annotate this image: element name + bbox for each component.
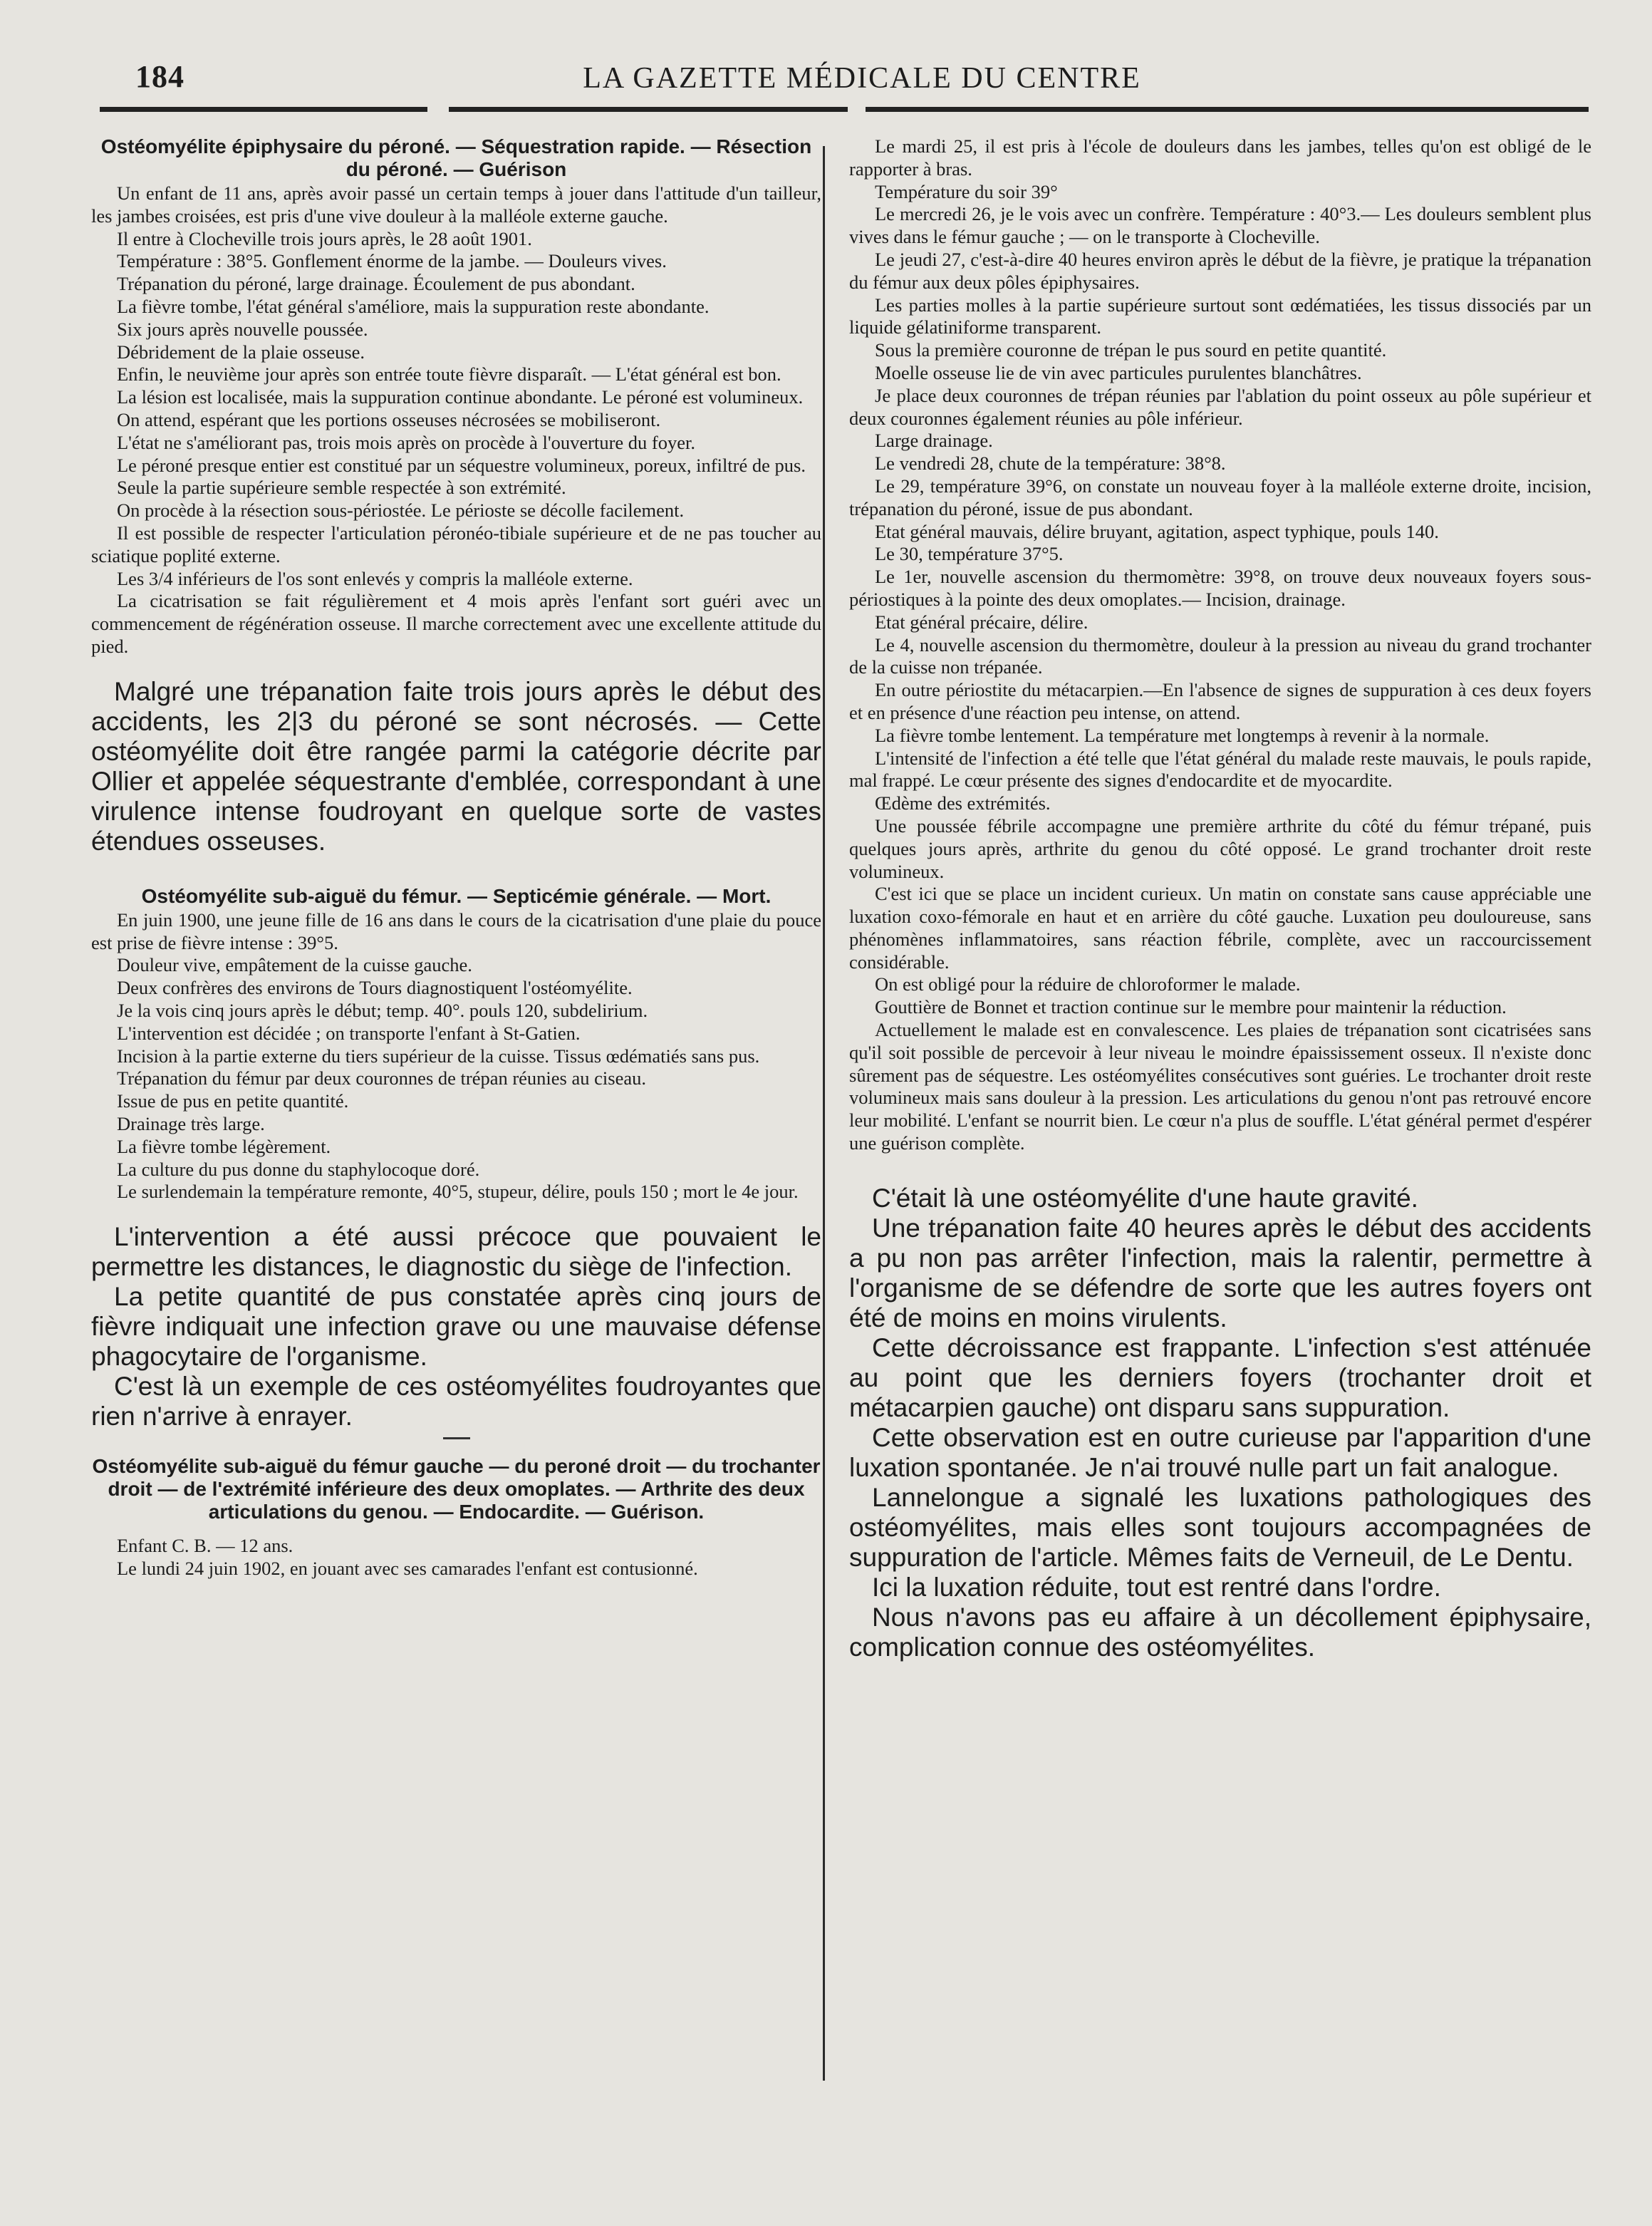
commentary-paragraph: C'est là un exemple de ces ostéomyélites foudroyantes que rien n'arrive à enrayer.: [91, 1372, 821, 1432]
header-rule: [100, 107, 427, 112]
page-number: 184: [135, 59, 185, 94]
case3-paragraph: Le jeudi 27, c'est-à-dire 40 heures environ après le début de la fièvre, je pratique la trépanation du fémur aux deux pôles épiphysaires.: [849, 248, 1591, 293]
commentary-paragraph: Une trépanation faite 40 heures après le début des accidents a pu non pas arrêter l'infection, mais la ralentir, permettre à l'organisme de se défendre de sorte que les autres foyers ont été de moins en moins virulents.: [849, 1213, 1591, 1332]
case2-commentary: [91, 1222, 821, 1432]
case2-paragraph: Douleur vive, empâtement de la cuisse gauche.: [117, 954, 472, 976]
case1-title: Ostéomyélite épiphysaire du péroné. — Séquestration rapide. — Résection du péroné. — Guérison: [100, 135, 812, 180]
case2-paragraph: L'intervention est décidée ; on transporte l'enfant à St-Gatien.: [117, 1022, 581, 1044]
case3-paragraph: Le lundi 24 juin 1902, en jouant avec ses camarades l'enfant est contusionné.: [117, 1557, 698, 1579]
case3-paragraph: Le 1er, nouvelle ascension du thermomètre: 39°8, on trouve deux nouveaux foyers sous-périostiques à la pointe des deux omoplates.— Incision, drainage.: [849, 566, 1591, 610]
case3-paragraph: Moelle osseuse lie de vin avec particules purulentes blanchâtres.: [875, 361, 1362, 383]
case2-paragraph: En juin 1900, une jeune fille de 16 ans dans le cours de la cicatrisation d'une plaie du pouce est prise de fièvre intense : 39°5.: [91, 908, 821, 953]
case3-paragraph: Le mercredi 26, je le vois avec un confrère. Température : 40°3.— Les douleurs semblent plus vives dans le fémur gauche ; — on le transporte à Clocheville.: [849, 203, 1591, 248]
commentary-paragraph: Ici la luxation réduite, tout est rentré dans l'ordre.: [872, 1572, 1441, 1602]
commentary-paragraph: L'intervention a été aussi précoce que pouvaient le permettre les distances, le diagnostic du siège de l'infection.: [91, 1222, 821, 1282]
case3-commentary: [849, 1184, 1591, 1662]
case1-paragraph: La lésion est localisée, mais la suppuration continue abondante. Le péroné est volumineux.: [117, 386, 804, 408]
case1-commentary: [91, 677, 821, 856]
case3-paragraph: En outre périostite du métacarpien.—En l'absence de signes de suppuration à ces deux foyers et en présence d'une réaction peu intense, on attend.: [849, 679, 1591, 723]
case3-paragraph: On est obligé pour la réduire de chloroformer le malade.: [875, 973, 1301, 995]
case1-paragraph: Le péroné presque entier est constitué par un séquestre volumineux, poreux, infiltré de pus.: [117, 454, 806, 476]
case1-paragraph: Débridement de la plaie osseuse.: [117, 341, 365, 363]
case3-paragraph: Je place deux couronnes de trépan réunies par l'ablation du point osseux au pôle supérieur et deux couronnes également réunies au pôle inférieur.: [849, 384, 1591, 429]
case3-title: Ostéomyélite sub-aiguë du fémur gauche — du peroné droit — du trochanter droit — de l'extrémité inférieure des deux omoplates. — Arthrite des deux articulations du genou. — Endocardite. — Guérison.: [92, 1455, 821, 1523]
case2-paragraph: La fièvre tombe légèrement.: [117, 1135, 331, 1157]
case1-paragraph: Seule la partie supérieure semble respectée à son extrémité.: [117, 477, 566, 499]
case1-paragraph: Il est possible de respecter l'articulation péronéo-tibiale supérieure et de ne pas toucher au sciatique poplité externe.: [91, 522, 821, 566]
case2-paragraph: Le surlendemain la température remonte, 40°5, stupeur, délire, pouls 150 ; mort le 4e jour.: [117, 1181, 799, 1203]
journal-title: LA GAZETTE MÉDICALE DU CENTRE: [583, 62, 1141, 95]
case3-paragraph: Une poussée fébrile accompagne une première arthrite du côté du fémur trépané, puis quelques jours après, arthrite du genou du côté opposé. Le grand trochanter droit reste volumineux.: [849, 814, 1591, 882]
case3-body: [91, 1535, 821, 1580]
case3-paragraph: L'intensité de l'infection a été telle que l'état général du malade reste mauvais, le pouls rapide, mal frappé. Le cœur présente des signes d'endocardite et de myocardite.: [849, 747, 1591, 792]
case1-body: [91, 182, 821, 658]
case2-title: Ostéomyélite sub-aiguë du fémur. — Septicémie générale. — Mort.: [141, 884, 772, 907]
case1-paragraph: Trépanation du péroné, large drainage. Écoulement de pus abondant.: [117, 273, 635, 295]
commentary-paragraph: Lannelongue a signalé les luxations pathologiques des ostéomyélites, mais elles sont toujours accompagnées de suppuration de l'article. Mêmes faits de Verneuil, de Le Dentu.: [849, 1482, 1591, 1572]
case2-paragraph: Issue de pus en petite quantité.: [117, 1090, 349, 1112]
header-rule: [449, 107, 848, 112]
commentary-paragraph: Malgré une trépanation faite trois jours après le début des accidents, les 2|3 du péroné se sont nécrosés. — Cette ostéomyélite doit être rangée parmi la catégorie décrite par Ollier et appelée séquestrante d'emblée, correspondant à une virulence intense foudroyant en quelque sorte de vastes étendues osseuses.: [91, 676, 821, 856]
case3-paragraph: Enfant C. B. — 12 ans.: [117, 1535, 293, 1557]
case2-paragraph: Trépanation du fémur par deux couronnes de trépan réunies au ciseau.: [117, 1067, 646, 1089]
commentary-paragraph: Nous n'avons pas eu affaire à un décollement épiphysaire, complication connue des ostéomyélites.: [849, 1602, 1591, 1662]
case3-paragraph: Le vendredi 28, chute de la température: 38°8.: [875, 452, 1226, 475]
case1-paragraph: L'état ne s'améliorant pas, trois mois après on procède à l'ouverture du foyer.: [117, 431, 696, 453]
case3-paragraph: Large drainage.: [875, 430, 993, 452]
case3-paragraph: Le mardi 25, il est pris à l'école de douleurs dans les jambes, telles qu'on est obligé de le rapporter à bras.: [849, 135, 1591, 180]
case3-paragraph: Le 29, température 39°6, on constate un nouveau foyer à la malléole externe droite, incision, trépanation du péroné, issue de pus abondant.: [849, 475, 1591, 519]
column-divider: [823, 146, 825, 2081]
left-column: [91, 135, 821, 1580]
case2-paragraph: Incision à la partie externe du tiers supérieur de la cuisse. Tissus œdématiés sans pus.: [117, 1045, 760, 1067]
section-separator: [443, 1437, 470, 1439]
case3-paragraph: Le 30, température 37°5.: [875, 543, 1064, 565]
case1-paragraph: Température : 38°5. Gonflement énorme de la jambe. — Douleurs vives.: [117, 250, 667, 272]
case1-paragraph: La cicatrisation se fait régulièrement et 4 mois après l'enfant sort guéri avec un commencement de régénération osseuse. Il marche correctement avec une excellente attitude du pied.: [91, 590, 821, 657]
case1-paragraph: Les 3/4 inférieurs de l'os sont enlevés y compris la malléole externe.: [117, 567, 633, 589]
page-header: [135, 58, 1589, 101]
case1-paragraph: Il entre à Clocheville trois jours après, le 28 août 1901.: [117, 227, 532, 249]
commentary-paragraph: C'était là une ostéomyélite d'une haute gravité.: [872, 1183, 1418, 1213]
case3-paragraph: Etat général mauvais, délire bruyant, agitation, aspect typhique, pouls 140.: [875, 520, 1439, 542]
commentary-paragraph: La petite quantité de pus constatée après cinq jours de fièvre indiquait une infection grave ou une mauvaise défense phagocytaire de l'organisme.: [91, 1282, 821, 1372]
header-rule: [866, 107, 1589, 112]
case1-paragraph: Six jours après nouvelle poussée.: [117, 318, 368, 340]
case2-paragraph: Je la vois cinq jours après le début; temp. 40°. pouls 120, subdelirium.: [117, 999, 648, 1021]
case2-body: [91, 909, 821, 1203]
case1-paragraph: On procède à la résection sous-périostée. Le périoste se décolle facilement.: [117, 499, 685, 522]
case3-paragraph: Etat général précaire, délire.: [875, 611, 1089, 633]
case3-paragraph: Actuellement le malade est en convalescence. Les plaies de trépanation sont cicatrisées sans qu'il soit possible de percevoir à leur niveau le moindre épaississement osseux. Il n'existe donc sûrement pas de séquestre. Les ostéomyélites consécutives sont guéries. Le trochanter droit reste volumineux mais sans douleur à la pression. Les articulations du genou n'ont pas retrouvé encore leur mobilité. L'enfant se nourrit bien. Le cœur n'a plus de souffle. L'état général permet d'espérer une guérison complète.: [849, 1019, 1591, 1154]
case3-paragraph: Sous la première couronne de trépan le pus sourd en petite quantité.: [875, 339, 1387, 361]
case3-paragraph: Le 4, nouvelle ascension du thermomètre, douleur à la pression au niveau du grand trochanter de la cuisse non trépanée.: [849, 633, 1591, 678]
case3-paragraph: Les parties molles à la partie supérieure surtout sont œdématiées, les tissus dissociés par un liquide gélatiniforme transparent.: [849, 294, 1591, 338]
case2-paragraph: La culture du pus donne du staphylocoque doré.: [117, 1158, 480, 1180]
case1-paragraph: Enfin, le neuvième jour après son entrée toute fièvre disparaît. — L'état général est bon.: [117, 363, 781, 385]
case3-continuation: [849, 135, 1591, 1155]
case1-paragraph: On attend, espérant que les portions osseuses nécrosées se mobiliseront.: [117, 408, 661, 430]
case3-paragraph: La fièvre tombe lentement. La température met longtemps à revenir à la normale.: [875, 724, 1490, 746]
right-column: [849, 135, 1591, 1662]
case3-paragraph: Œdème des extrémités.: [875, 792, 1051, 814]
commentary-paragraph: Cette observation est en outre curieuse par l'apparition d'une luxation spontanée. Je n'ai trouvé nulle part un fait analogue.: [849, 1422, 1591, 1482]
case3-paragraph: Température du soir 39°: [875, 180, 1058, 202]
commentary-paragraph: Cette décroissance est frappante. L'infection s'est atténuée au point que les derniers foyers (trochanter droit et métacarpien gauche) ont disparu sans suppuration.: [849, 1332, 1591, 1422]
case1-paragraph: La fièvre tombe, l'état général s'améliore, mais la suppuration reste abondante.: [117, 295, 710, 317]
case3-paragraph: C'est ici que se place un incident curieux. Un matin on constate sans cause appréciable une luxation coxo-fémorale en haut et en arrière du côté gauche. Luxation peu douloureuse, sans phénomènes inflammatoires, sans réaction fébrile, complète, avec un raccourcissement considérable.: [849, 883, 1591, 973]
case3-paragraph: Gouttière de Bonnet et traction continue sur le membre pour maintenir la réduction.: [875, 996, 1507, 1018]
case1-paragraph: Un enfant de 11 ans, après avoir passé un certain temps à jouer dans l'attitude d'un tailleur, les jambes croisées, est pris d'une vive douleur à la malléole externe gauche.: [91, 182, 821, 227]
case2-paragraph: Drainage très large.: [117, 1112, 265, 1134]
case2-paragraph: Deux confrères des environs de Tours diagnostiquent l'ostéomyélite.: [117, 977, 633, 999]
